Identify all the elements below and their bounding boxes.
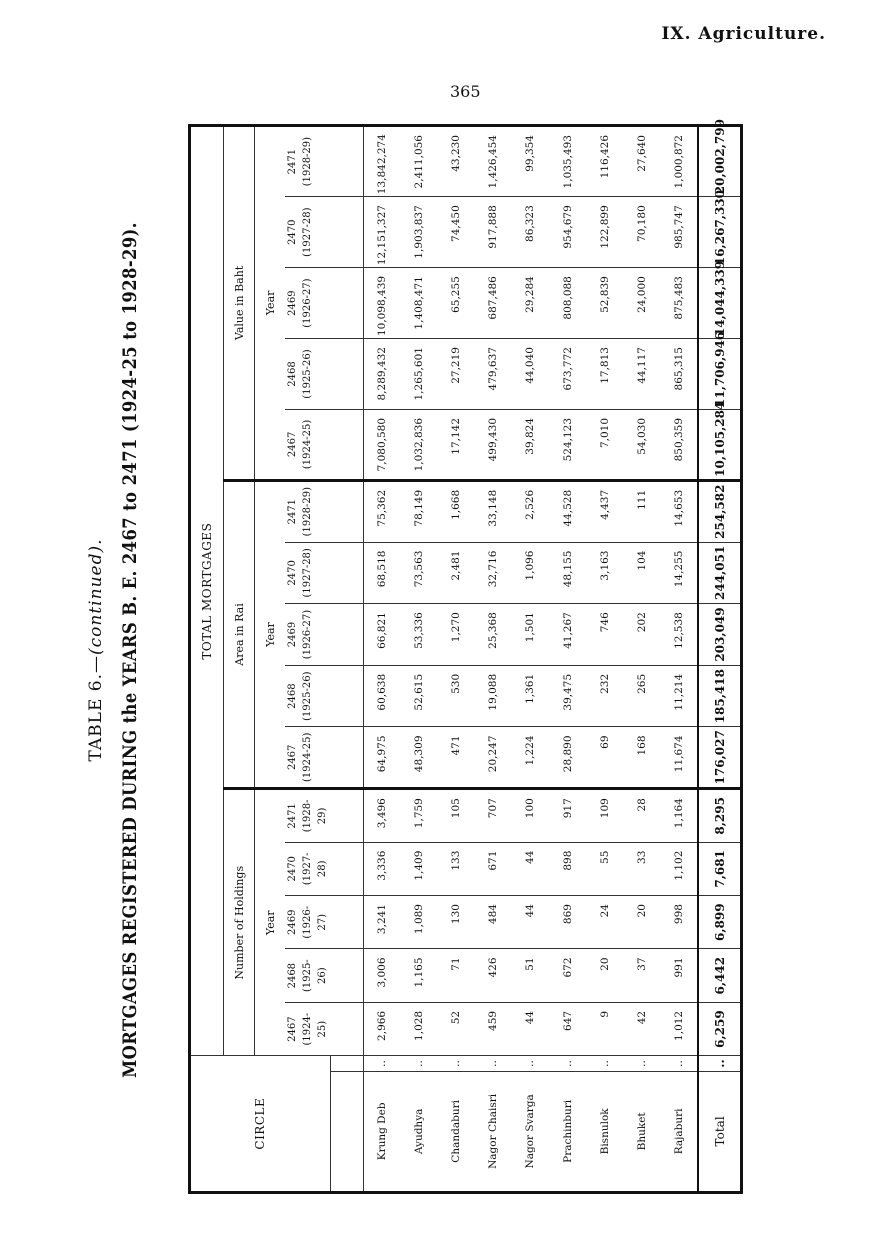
dots-cell: .. xyxy=(660,1056,698,1071)
value-cell: 875,483 xyxy=(660,268,698,339)
value-cell: 1,032,836 xyxy=(401,409,438,480)
value-cell: 16,267,330 xyxy=(698,197,741,268)
area-cell: 1,270 xyxy=(438,604,475,666)
spacer-cell xyxy=(330,542,363,604)
year-be: 2469 xyxy=(287,621,298,648)
value-cell: 2,411,056 xyxy=(401,126,438,197)
area-cell: 20,247 xyxy=(475,727,512,789)
year-period: (1927-28) xyxy=(302,852,328,886)
holdings-cell: 1,089 xyxy=(401,896,438,949)
area-cell: 73,563 xyxy=(401,542,438,604)
value-cell: 673,772 xyxy=(549,339,586,410)
holdings-cell: 671 xyxy=(475,842,512,895)
spacer-cell xyxy=(330,1071,363,1192)
section-header: IX. Agriculture. xyxy=(661,24,826,44)
area-cell: 265 xyxy=(623,665,660,727)
holdings-cell: 37 xyxy=(623,949,660,1002)
circle-name: Prachinburi xyxy=(561,1099,574,1163)
holdings-cell: 8,295 xyxy=(698,789,741,842)
year-col-header xyxy=(285,896,330,949)
spacer-cell xyxy=(330,126,363,197)
holdings-cell: 100 xyxy=(512,789,549,842)
value-cell: 8,289,432 xyxy=(363,339,401,410)
value-cell: 44,040 xyxy=(512,339,549,410)
holdings-cell: 42 xyxy=(623,1002,660,1055)
area-cell: 12,538 xyxy=(660,604,698,666)
area-cell: 185,418 xyxy=(698,665,741,727)
value-cell: 44,117 xyxy=(623,339,660,410)
value-cell: 39,824 xyxy=(512,409,549,480)
spacer-cell xyxy=(330,409,363,480)
year-period: (1927-28) xyxy=(302,207,313,257)
holdings-cell: 9 xyxy=(586,1002,623,1055)
area-cell: 48,309 xyxy=(401,727,438,789)
holdings-cell: 426 xyxy=(475,949,512,1002)
holdings-cell: 3,336 xyxy=(363,842,401,895)
header-row-top xyxy=(190,126,224,1193)
total-row xyxy=(698,126,741,1193)
holdings-cell: 1,409 xyxy=(401,842,438,895)
area-cell: 1,224 xyxy=(512,727,549,789)
spacer-cell xyxy=(330,842,363,895)
page-number: 365 xyxy=(450,82,481,101)
year-col-header xyxy=(285,409,330,480)
year-be: 2468 xyxy=(287,962,298,989)
holdings-cell: 55 xyxy=(586,842,623,895)
total-mortgages-header: TOTAL MORTGAGES xyxy=(190,126,224,1056)
table-row xyxy=(363,126,401,1193)
table-row xyxy=(549,126,586,1193)
value-cell: 13,842,274 xyxy=(363,126,401,197)
holdings-cell: 1,028 xyxy=(401,1002,438,1055)
value-cell: 10,098,439 xyxy=(363,268,401,339)
value-cell: 70,180 xyxy=(623,197,660,268)
year-be: 2470 xyxy=(287,856,298,882)
area-cell: 64,975 xyxy=(363,727,401,789)
year-period: (1926-27) xyxy=(302,609,313,660)
holdings-cell: 898 xyxy=(549,842,586,895)
year-be: 2471 xyxy=(287,803,298,829)
area-cell: 2,481 xyxy=(438,542,475,604)
area-cell: 32,716 xyxy=(475,542,512,604)
year-col-header xyxy=(285,842,330,895)
table-row xyxy=(438,126,475,1193)
year-period: (1926-27) xyxy=(302,278,313,328)
area-cell: 4,437 xyxy=(586,480,623,542)
value-cell: 499,430 xyxy=(475,409,512,480)
holdings-cell: 133 xyxy=(438,842,475,895)
holdings-cell: 647 xyxy=(549,1002,586,1055)
table-row xyxy=(586,126,623,1193)
total-label: Total xyxy=(698,1071,741,1192)
value-cell: 27,640 xyxy=(623,126,660,197)
spacer-cell xyxy=(330,665,363,727)
value-cell: 7,080,580 xyxy=(363,409,401,480)
area-cell: 69 xyxy=(586,727,623,789)
year-col-header xyxy=(285,727,330,789)
holdings-cell: 917 xyxy=(549,789,586,842)
holdings-cell: 1,164 xyxy=(660,789,698,842)
dots-cell: .. xyxy=(401,1056,438,1071)
header-spacer-row xyxy=(330,126,363,1193)
value-cell: 1,426,454 xyxy=(475,126,512,197)
holdings-cell: 6,442 xyxy=(698,949,741,1002)
area-cell: 1,361 xyxy=(512,665,549,727)
holdings-cell: 44 xyxy=(512,1002,549,1055)
year-be: 2471 xyxy=(287,498,298,525)
area-cell: 203,049 xyxy=(698,604,741,666)
spacer-cell xyxy=(330,197,363,268)
area-cell: 14,255 xyxy=(660,542,698,604)
value-cell: 1,408,471 xyxy=(401,268,438,339)
spacer-cell xyxy=(330,1056,363,1071)
table-title: MORTGAGES REGISTERED DURING the YEARS B. E. 2467 to 2471 (1924-25 to 1928-29). xyxy=(119,222,141,1078)
holdings-cell: 3,496 xyxy=(363,789,401,842)
area-cell: 48,155 xyxy=(549,542,586,604)
holdings-cell: 1,165 xyxy=(401,949,438,1002)
dots-cell: .. xyxy=(363,1056,401,1071)
year-be: 2470 xyxy=(287,219,298,245)
area-cell: 254,582 xyxy=(698,480,741,542)
header-row-year xyxy=(255,126,286,1193)
value-cell: 524,123 xyxy=(549,409,586,480)
holdings-cell: 33 xyxy=(623,842,660,895)
value-cell: 808,088 xyxy=(549,268,586,339)
area-cell: 44,528 xyxy=(549,480,586,542)
spacer-cell xyxy=(330,339,363,410)
circle-name: Bisnulok xyxy=(598,1108,611,1155)
value-cell: 14,044,339 xyxy=(698,268,741,339)
value-cell: 54,030 xyxy=(623,409,660,480)
value-cell: 479,637 xyxy=(475,339,512,410)
area-cell: 746 xyxy=(586,604,623,666)
year-be: 2468 xyxy=(287,361,298,387)
holdings-cell: 24 xyxy=(586,896,623,949)
value-cell: 65,255 xyxy=(438,268,475,339)
area-cell: 1,096 xyxy=(512,542,549,604)
mortgages-table xyxy=(188,119,743,1194)
table-label-continued: (continued). xyxy=(86,538,106,655)
year-be: 2469 xyxy=(287,290,298,316)
holdings-cell: 105 xyxy=(438,789,475,842)
group-header-value: Value in Baht xyxy=(224,126,255,481)
dots-cell: .. xyxy=(698,1056,741,1071)
holdings-cell: 1,759 xyxy=(401,789,438,842)
circle-name: Nagor Chaisri xyxy=(487,1093,500,1169)
year-period: (1925-26) xyxy=(302,349,313,399)
year-period: (1926-27) xyxy=(302,905,328,939)
holdings-cell: 6,899 xyxy=(698,896,741,949)
year-label: Year xyxy=(263,910,277,936)
year-col-header xyxy=(285,268,330,339)
year-period: (1928-29) xyxy=(302,799,328,833)
year-period: (1924-25) xyxy=(302,1012,328,1046)
holdings-cell: 998 xyxy=(660,896,698,949)
spacer-cell xyxy=(330,789,363,842)
table-container xyxy=(188,119,743,1194)
spacer-cell xyxy=(330,1002,363,1055)
value-cell: 122,899 xyxy=(586,197,623,268)
dots-cell: .. xyxy=(438,1056,475,1071)
holdings-cell: 1,012 xyxy=(660,1002,698,1055)
rotated-table xyxy=(188,119,743,1194)
value-cell: 52,839 xyxy=(586,268,623,339)
year-be: 2467 xyxy=(287,744,298,771)
area-cell: 68,518 xyxy=(363,542,401,604)
value-cell: 24,000 xyxy=(623,268,660,339)
value-cell: 1,000,872 xyxy=(660,126,698,197)
table-row xyxy=(475,126,512,1193)
year-col-header xyxy=(285,126,330,197)
value-cell: 954,679 xyxy=(549,197,586,268)
value-cell: 116,426 xyxy=(586,126,623,197)
area-cell: 3,163 xyxy=(586,542,623,604)
area-cell: 41,267 xyxy=(549,604,586,666)
year-col-header xyxy=(285,949,330,1002)
area-cell: 11,674 xyxy=(660,727,698,789)
holdings-cell: 869 xyxy=(549,896,586,949)
table-row xyxy=(512,126,549,1193)
circle-name: Nagor Svarga xyxy=(524,1094,537,1169)
year-label: Year xyxy=(255,480,286,788)
year-col-header xyxy=(285,197,330,268)
area-cell: 78,149 xyxy=(401,480,438,542)
circle-name: Rajaburi xyxy=(672,1108,685,1155)
year-be: 2469 xyxy=(287,909,298,935)
circle-name: Chandaburi xyxy=(450,1100,463,1163)
holdings-cell: 44 xyxy=(512,896,549,949)
area-cell: 104 xyxy=(623,542,660,604)
value-cell: 20,002,799 xyxy=(698,126,741,197)
holdings-cell: 6,259 xyxy=(698,1002,741,1055)
header-row-groups xyxy=(224,126,255,1193)
value-cell: 1,903,837 xyxy=(401,197,438,268)
area-cell: 176,027 xyxy=(698,727,741,789)
value-cell: 985,747 xyxy=(660,197,698,268)
holdings-cell: 484 xyxy=(475,896,512,949)
value-cell: 86,323 xyxy=(512,197,549,268)
value-cell: 99,354 xyxy=(512,126,549,197)
table-label xyxy=(86,539,106,762)
holdings-cell: 51 xyxy=(512,949,549,1002)
area-cell: 33,148 xyxy=(475,480,512,542)
value-cell: 27,219 xyxy=(438,339,475,410)
holdings-cell: 7,681 xyxy=(698,842,741,895)
dots-cell: .. xyxy=(475,1056,512,1071)
year-be: 2468 xyxy=(287,683,298,709)
holdings-cell: 44 xyxy=(512,842,549,895)
holdings-cell: 28 xyxy=(623,789,660,842)
group-header-area: Area in Rai xyxy=(224,480,255,788)
year-period: (1924-25) xyxy=(302,732,313,782)
year-period: (1928-29) xyxy=(302,487,313,537)
value-cell: 7,010 xyxy=(586,409,623,480)
dots-cell: .. xyxy=(623,1056,660,1071)
value-cell: 10,105,284 xyxy=(698,409,741,480)
year-period: (1927-28) xyxy=(302,548,313,598)
value-cell: 74,450 xyxy=(438,197,475,268)
table-row xyxy=(623,126,660,1193)
value-cell: 43,230 xyxy=(438,126,475,197)
spacer-cell xyxy=(330,604,363,666)
area-cell: 53,336 xyxy=(401,604,438,666)
value-cell: 917,888 xyxy=(475,197,512,268)
area-cell: 75,362 xyxy=(363,480,401,542)
holdings-cell: 20 xyxy=(623,896,660,949)
year-col-header xyxy=(285,665,330,727)
dots-cell: .. xyxy=(512,1056,549,1071)
area-cell: 471 xyxy=(438,727,475,789)
value-cell: 865,315 xyxy=(660,339,698,410)
value-cell: 29,284 xyxy=(512,268,549,339)
holdings-cell: 707 xyxy=(475,789,512,842)
area-cell: 52,615 xyxy=(401,665,438,727)
holdings-cell: 2,966 xyxy=(363,1002,401,1055)
year-period: (1924-25) xyxy=(302,419,313,470)
spacer-cell xyxy=(330,268,363,339)
spacer-cell xyxy=(330,480,363,542)
year-period: (1925-26) xyxy=(302,959,328,993)
year-period: (1925-26) xyxy=(302,671,313,721)
area-cell: 244,051 xyxy=(698,542,741,604)
value-cell: 11,706,946 xyxy=(698,339,741,410)
area-cell: 25,368 xyxy=(475,604,512,666)
area-cell: 111 xyxy=(623,480,660,542)
dots-cell: .. xyxy=(549,1056,586,1071)
table-label-text: TABLE 6.— xyxy=(86,654,106,762)
holdings-cell: 3,006 xyxy=(363,949,401,1002)
spacer-cell xyxy=(330,896,363,949)
value-cell: 850,359 xyxy=(660,409,698,480)
spacer-cell xyxy=(330,949,363,1002)
area-cell: 11,214 xyxy=(660,665,698,727)
area-cell: 28,890 xyxy=(549,727,586,789)
holdings-cell: 52 xyxy=(438,1002,475,1055)
area-cell: 530 xyxy=(438,665,475,727)
holdings-cell: 20 xyxy=(586,949,623,1002)
area-cell: 60,638 xyxy=(363,665,401,727)
value-cell: 17,813 xyxy=(586,339,623,410)
circle-name: Bhuket xyxy=(635,1112,648,1151)
header-row-years xyxy=(285,126,330,1193)
year-col-header xyxy=(285,480,330,542)
year-col-header xyxy=(285,789,330,842)
value-cell: 1,265,601 xyxy=(401,339,438,410)
spacer-cell xyxy=(330,727,363,789)
area-cell: 2,526 xyxy=(512,480,549,542)
value-cell: 12,151,327 xyxy=(363,197,401,268)
area-cell: 168 xyxy=(623,727,660,789)
table-row xyxy=(660,126,698,1193)
year-be: 2470 xyxy=(287,560,298,586)
area-cell: 232 xyxy=(586,665,623,727)
circle-header: CIRCLE xyxy=(190,1056,331,1193)
holdings-cell: 991 xyxy=(660,949,698,1002)
table-body xyxy=(363,119,742,1193)
value-cell: 1,035,493 xyxy=(549,126,586,197)
year-col-header xyxy=(285,1002,330,1055)
group-header-holdings: Number of Holdings xyxy=(224,789,255,1056)
year-be: 2471 xyxy=(287,148,298,175)
value-cell: 687,486 xyxy=(475,268,512,339)
year-col-header xyxy=(285,604,330,666)
area-cell: 1,668 xyxy=(438,480,475,542)
area-cell: 202 xyxy=(623,604,660,666)
holdings-cell: 130 xyxy=(438,896,475,949)
holdings-cell: 459 xyxy=(475,1002,512,1055)
year-be: 2467 xyxy=(287,1016,298,1042)
year-col-header xyxy=(285,339,330,410)
dots-cell: .. xyxy=(586,1056,623,1071)
value-cell: 17,142 xyxy=(438,409,475,480)
holdings-cell: 672 xyxy=(549,949,586,1002)
holdings-cell: 3,241 xyxy=(363,896,401,949)
area-cell: 14,653 xyxy=(660,480,698,542)
circle-name: Ayudhya xyxy=(413,1108,426,1155)
area-cell: 66,821 xyxy=(363,604,401,666)
year-label: Year xyxy=(255,126,286,481)
year-col-header xyxy=(285,542,330,604)
circle-name: Krung Deb xyxy=(376,1102,389,1161)
holdings-cell: 71 xyxy=(438,949,475,1002)
holdings-cell: 1,102 xyxy=(660,842,698,895)
table-row xyxy=(401,126,438,1193)
area-cell: 1,501 xyxy=(512,604,549,666)
year-period: (1928-29) xyxy=(302,136,313,187)
area-cell: 39,475 xyxy=(549,665,586,727)
holdings-cell: 109 xyxy=(586,789,623,842)
year-be: 2467 xyxy=(287,431,298,458)
area-cell: 19,088 xyxy=(475,665,512,727)
